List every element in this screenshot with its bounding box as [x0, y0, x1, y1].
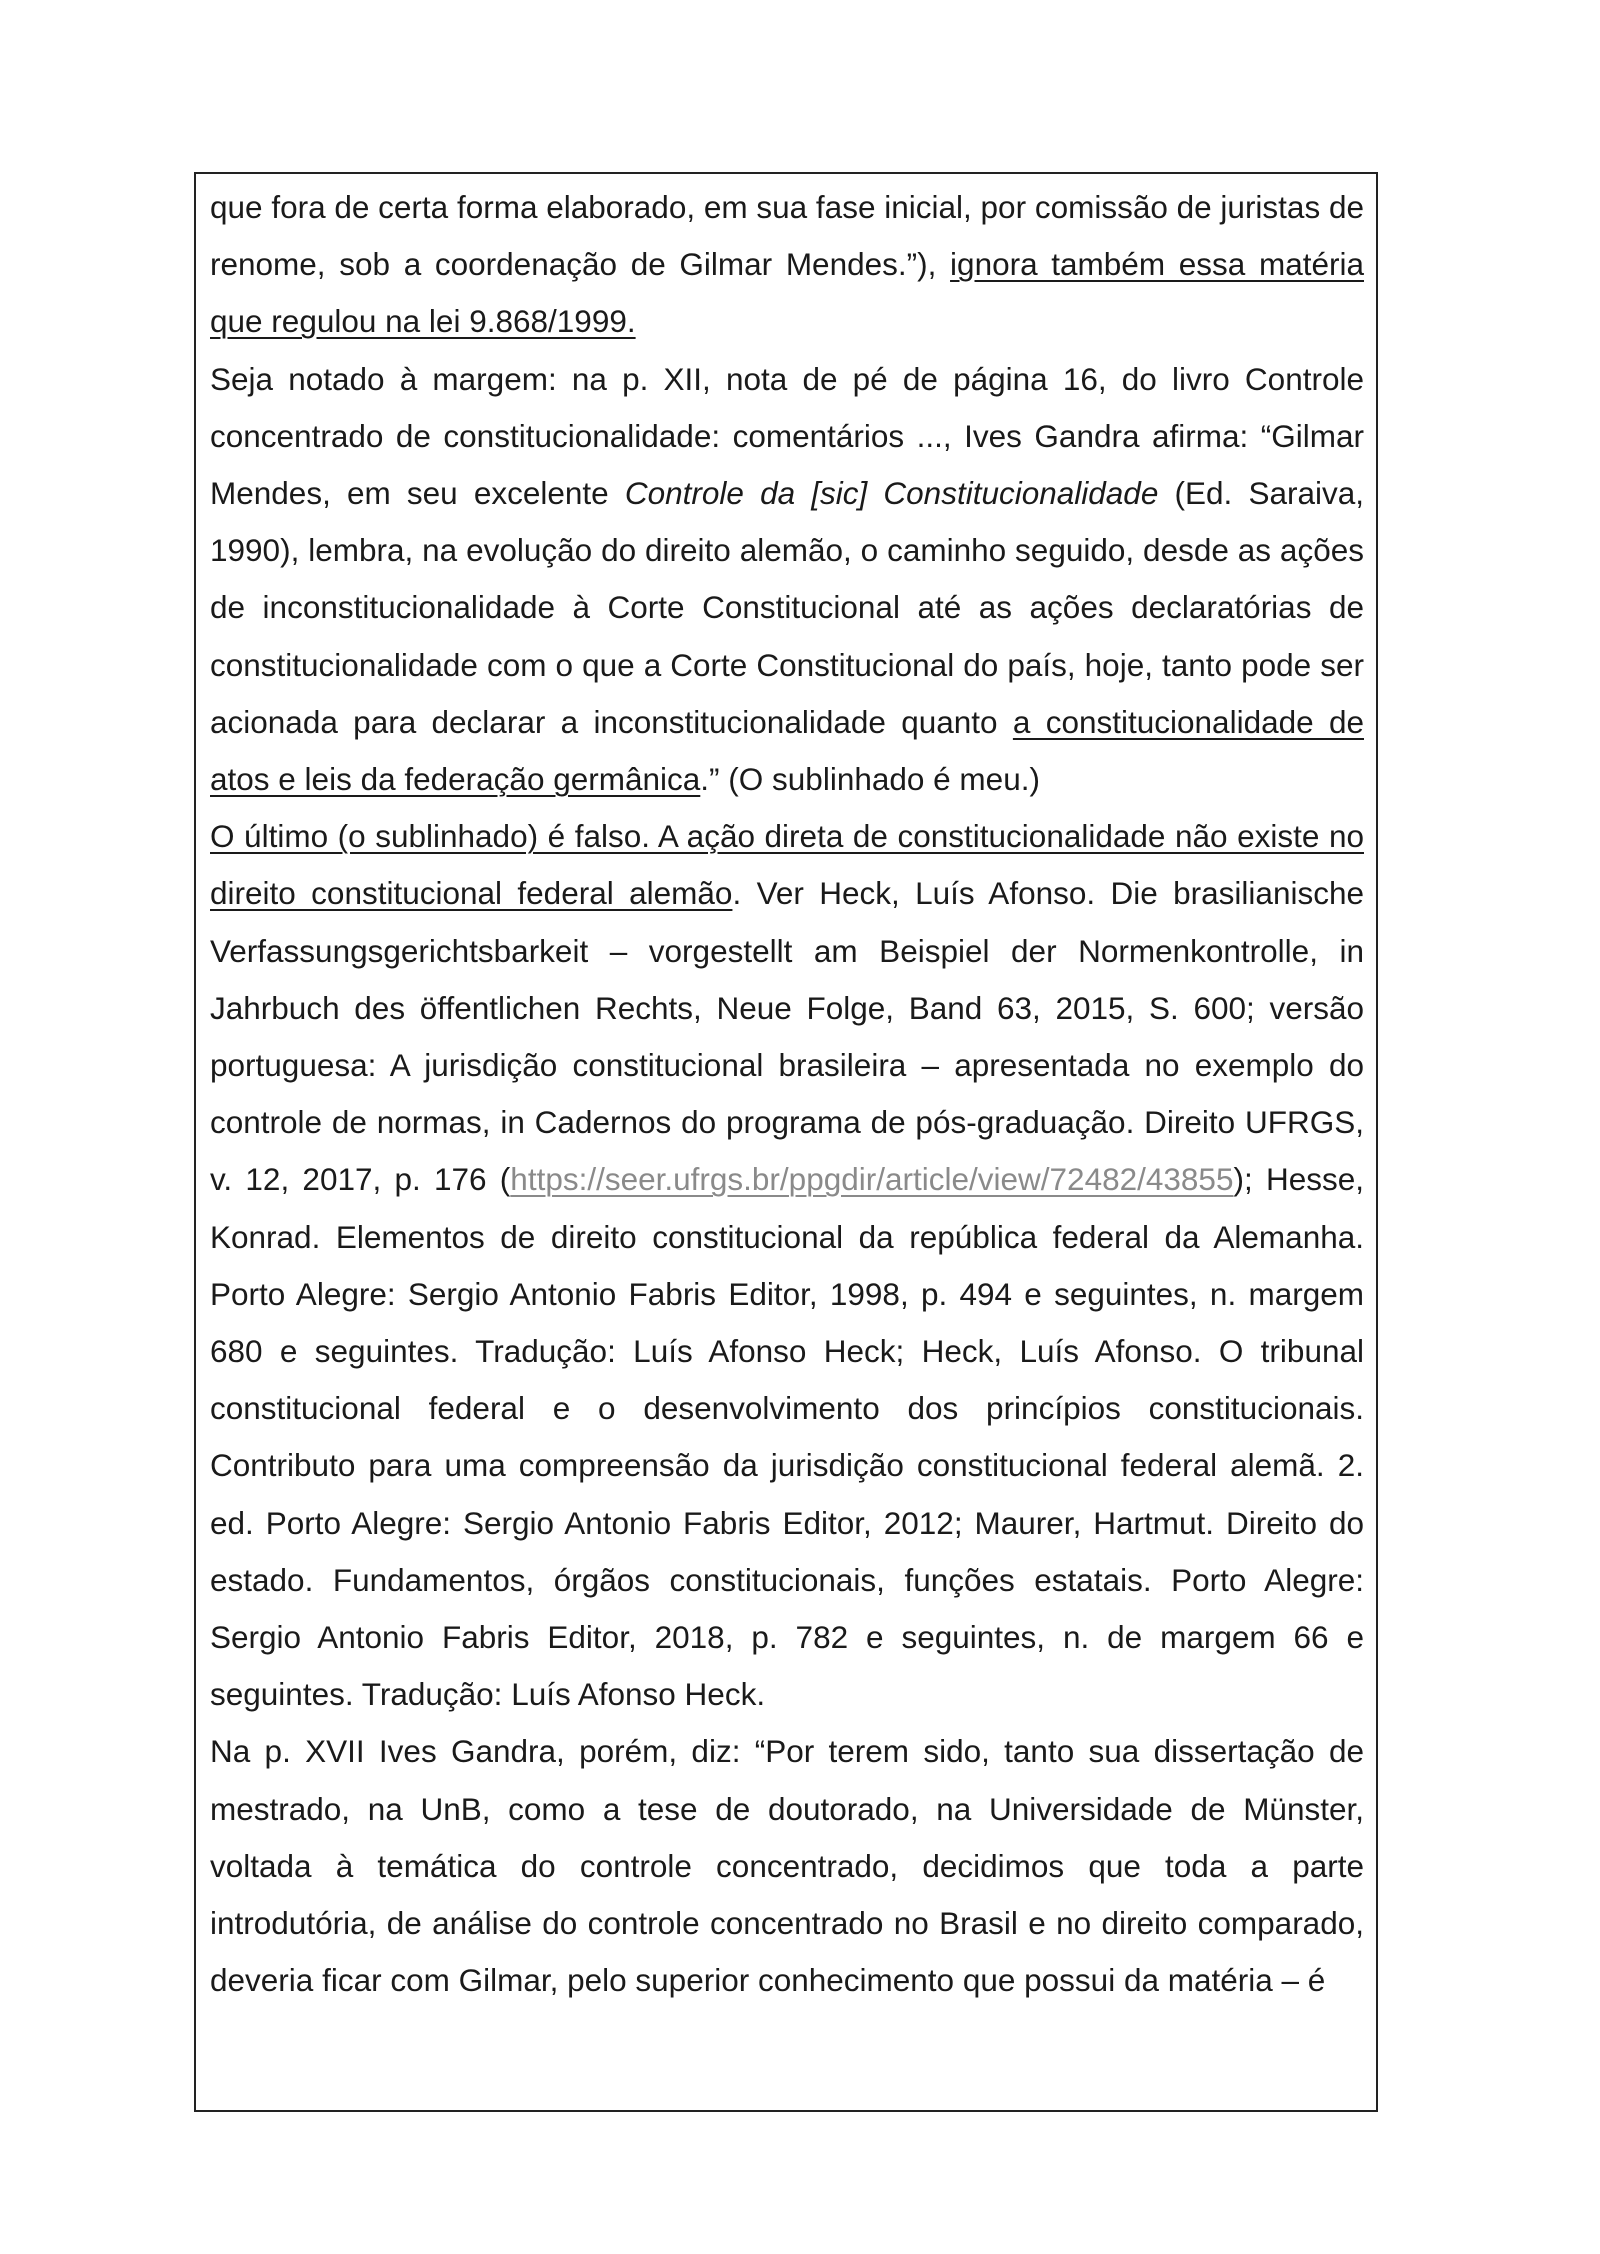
text-segment: (Ed. Saraiva, 1990), lembra, na evolução do direito alemão, o caminho seguido, desde as ações de inconstitucionalidade à Corte Constitucional até as ações declaratórias de constitucionalidade com o que a Corte Constitucional do país, hoje, tanto pode ser acionada para declarar a inconstitucionalidade quanto [210, 475, 1364, 740]
underlined-segment: O último (o sublinhado) é falso. A ação direta de constitucionalidade não existe no direito constitucional federal alemão [210, 818, 1364, 912]
text-segment: . Ver Heck, Luís Afonso. Die brasilianische Verfassungsgerichtsbarkeit – vorgestellt am Beispiel der Normenkontrolle, in Jahrbuch des öffentlichen Rechts, Neue Folge, Band 63, 2015, S. 600; versão portuguesa: A jurisdição constitucional brasileira – apresentada no exemplo do controle de normas, in Cadernos do programa de pós-graduação. Direito UFRGS, v. 12, 2017, p. 176 ( [210, 875, 1365, 1198]
italic-book-title: Controle da [sic] Constitucionalidade [624, 475, 1159, 512]
paragraph-2 [210, 351, 1364, 809]
underlined-segment: ignora também essa matéria que regulou na lei 9.868/1999. [210, 246, 1364, 340]
text-segment: Na p. XVII Ives Gandra, porém, diz: “Por terem sido, tanto sua dissertação de mestrado, na UnB, como a tese de doutorado, na Universidade de Münster, voltada à temática do controle concentrado, decidimos que toda a parte introdutória, de análise do controle concentrado no Brasil e no direito comparado, deveria ficar com Gilmar, pelo superior conhecimento que possui da matéria – é [210, 1733, 1364, 1999]
text-segment: Seja notado à margem: na p. XII, nota de pé de página 16, do livro Controle concentrado de constitucionalidade: comentários ..., Ives Gandra afirma: “Gilmar Mendes, em seu excelente [210, 360, 1364, 512]
underlined-segment: a constitucionalidade de atos e leis da federação germânica [210, 703, 1364, 798]
paragraph-3 [210, 808, 1364, 1723]
text-segment: ); Hesse, Konrad. Elementos de direito constitucional da república federal da Alemanha. Porto Alegre: Sergio Antonio Fabris Editor, 1998, p. 494 e seguintes, n. margem 680 e seguintes. Tradução: Luís Afonso Heck; Heck, Luís Afonso. O tribunal constitucional federal e o desenvolvimento dos princípios constitucionais. Contributo para uma compreensão da jurisdição constitucional federal alemã. 2. ed. Porto Alegre: Sergio Antonio Fabris Editor, 2012; Maurer, Hartmut. Direito do estado. Fundamentos, órgãos constitucionais, funções estatais. Porto Alegre: Sergio Antonio Fabris Editor, 2018, p. 782 e seguintes, n. de margem 66 e seguintes. Tradução: Luís Afonso Heck. [210, 1161, 1365, 1713]
text-segment: .” (O sublinhado é meu.) [700, 761, 1040, 798]
reference-link[interactable]: https://seer.ufrgs.br/ppgdir/article/view/72482/43855 [510, 1161, 1234, 1198]
paragraph-1 [210, 179, 1364, 351]
document-body [210, 179, 1364, 2010]
paragraph-4 [210, 1723, 1364, 2009]
page-frame [194, 172, 1378, 2112]
text-segment: que fora de certa forma elaborado, em sua fase inicial, por comissão de juristas de renome, sob a coordenação de Gilmar Mendes.”), [210, 189, 1364, 283]
